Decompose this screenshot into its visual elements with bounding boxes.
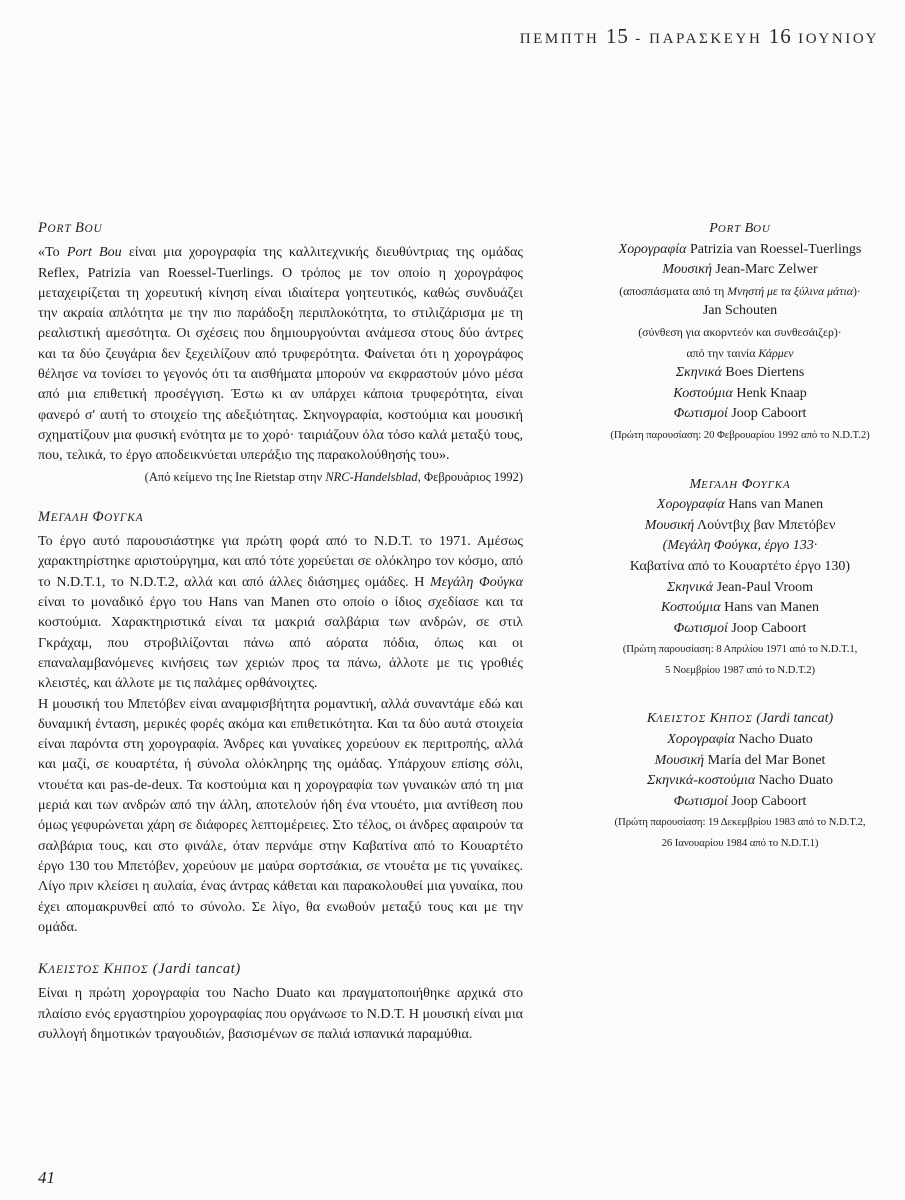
credit-value: Nacho Duato xyxy=(758,773,833,789)
heading-rest-2: ΗΠΟΣ xyxy=(719,713,753,726)
credit-label: Μουσική xyxy=(662,262,712,278)
credit-lights xyxy=(600,404,880,425)
port-bou-paragraph xyxy=(38,242,523,465)
heading-rest: ORT xyxy=(47,223,76,235)
credit-label: Σκηνικά xyxy=(666,579,714,595)
credit-music-note-3 xyxy=(600,343,880,364)
heading-rest: ΕΓΑΛΗ xyxy=(701,478,742,491)
source-text: (Από κείμενο της Ine Rietstap στην xyxy=(144,469,326,484)
credit-value: Λούντβιχ βαν Μπετόβεν xyxy=(696,517,836,533)
credit-costumes xyxy=(600,384,880,405)
heading-suffix: (Jardi tancat) xyxy=(752,711,834,727)
megali-fougka-paragraph-2: Η μουσική του Μπετόβεν είναι αναμφισβήτητα ρομαντική, αλλά συναντάμε εδώ και δυναμική ένταση, μερικές φορές ακόμα και επιθετικότητα. Και τα δύο αυτά στοιχεία είναι παρόντα στη χορογραφία. Άνδρες και γυναίκες χορεύουν εκ περιτροπής, αλλά και μαζί, σε κουαρτέτα, ή σύνολα ολόκληρης της ομάδας. Υπάρχουν επίσης σόλι, ντουέτα και pas-de-deux. Τα κοστούμια και η χορογραφία των γυναικών από τη μια μεριά και των ανδρών από την άλλη, αποτελούν ήδη ένα ντουέτο, μια αντίθεση που όμως γεφυρώνεται χάρη σε διάφορες λεπτομέρειες. Στο τέλος, οι άνδρες αφαιρούν τα σαλβάρια τους, και στο φινάλε, όταν περνάμε στην Καβατίνα από το Κουαρτέτο έργο 130 του Μπετόβεν, χορεύουν με μαύρα σορτσάκια, σε ντουέτα με τις γυναίκες. Λίγο πριν κλείσει η αυλαία, ένας άντρας κάθεται και παρακολουθεί μια γυναίκα, που έχει απομακρυνθεί από το σύνολο. Σε λίγο, θα ενωθούν μεταξύ τους και με την ομάδα. xyxy=(38,695,523,935)
heading-rest-2: OU xyxy=(753,223,771,235)
credit-music xyxy=(600,751,880,772)
heading-initial-2: Κ xyxy=(709,711,720,727)
credit-label: Σκηνικά-κοστούμια xyxy=(647,773,756,789)
heading-initial-2: B xyxy=(744,221,754,236)
note-italic: Μνηστή με τα ξύλινα μάτια xyxy=(727,283,853,298)
credit-value: Henk Knaap xyxy=(736,385,807,401)
note-text: από την ταινία xyxy=(686,345,759,360)
credit-premiere: (Πρώτη παρουσίαση: 8 Απριλίου 1971 από το N.D.T.1, xyxy=(622,643,858,656)
credit-music-2: Jan Schouten xyxy=(702,303,778,319)
credit-value: Jean-Paul Vroom xyxy=(716,579,814,595)
para-text: «Το xyxy=(38,244,67,261)
credit-value: Boes Diertens xyxy=(725,365,805,381)
para-text: είναι το μοναδικό έργο του Hans van Manen στο οποίο ο ίδιος σχεδίασε και τα κοστούμια. Χαρακτηριστικά είναι τα μακριά σαλβάρια των ανδρών, σε στιλ Γκράχαμ, που στροβιλίζονται πάνω από αόρατα πόδια, όπως και οι επαναλαμβανόμενες κινήσεις των χεριών προς τα πάνω, άλλοτε με τις γροθιές κλειστές, και άλλοτε με τις παλάμες ορθάνοιχτες. xyxy=(38,594,523,692)
credit-lights xyxy=(600,792,880,813)
credit-label: Χορογραφία xyxy=(618,241,687,257)
credits-kleistos-kipos-title xyxy=(600,709,880,730)
para-italic: Μεγάλη Φούγκα xyxy=(430,573,523,590)
credit-label: Χορογραφία xyxy=(656,497,725,513)
note-italic: Κάρμεν xyxy=(758,345,794,360)
running-header xyxy=(520,24,879,49)
header-month: ΙΟΥΝΙΟΥ xyxy=(798,31,879,47)
heading-initial: Μ xyxy=(689,476,702,492)
credits-port-bou-title xyxy=(600,219,880,240)
credit-sets-costumes xyxy=(600,771,880,792)
credit-label: Φωτισμοί xyxy=(673,793,728,809)
heading-rest-2: OU xyxy=(84,223,103,235)
credit-premiere-2: 5 Νοεμβρίου 1987 από το N.D.T.2) xyxy=(664,663,816,676)
credit-choreography xyxy=(600,495,880,516)
credit-label: Φωτισμοί xyxy=(673,620,728,636)
credit-label: Μουσική xyxy=(654,752,705,768)
credit-music xyxy=(600,260,880,281)
source-text: , Φεβρουάριος 1992) xyxy=(417,469,523,484)
heading-initial: P xyxy=(38,220,48,236)
credit-sets xyxy=(600,578,880,599)
credit-costumes xyxy=(600,598,880,619)
header-day1: 15 xyxy=(605,24,629,48)
heading-initial-2: Φ xyxy=(92,508,105,525)
credit-label: Χορογραφία xyxy=(667,732,736,748)
port-bou-heading xyxy=(38,218,523,239)
heading-initial: P xyxy=(709,221,718,236)
credit-music-note-2: Καβατίνα από το Κουαρτέτο έργο 130) xyxy=(629,558,851,574)
credit-value: Joop Caboort xyxy=(731,406,807,422)
note-text: )· xyxy=(852,283,861,298)
credit-value: Jean-Marc Zelwer xyxy=(715,262,818,278)
para-text: Το έργο αυτό παρουσιάστηκε για πρώτη φορά από το N.D.T. το 1971. Αμέσως χαρακτηρίστηκε αριστούργημα, και από τότε χορεύεται σε ολόκληρο τον κόσμο, από το N.D.T.1, το N.D.T.2, αλλά και από άλλες διάσημες ομάδες. Η xyxy=(38,533,523,590)
heading-initial-2: Κ xyxy=(103,961,114,978)
heading-initial-2: B xyxy=(75,220,85,236)
credit-premiere-2: 26 Ιανουαρίου 1984 από το N.D.T.1) xyxy=(661,837,819,850)
heading-rest: ORT xyxy=(717,223,745,235)
left-column xyxy=(38,218,523,1044)
credit-label: Κοστούμια xyxy=(673,385,733,401)
header-prefix: ΠΕΜΠΤΗ xyxy=(519,31,600,47)
note-text: (αποσπάσματα από τη xyxy=(619,283,728,298)
heading-rest: ΛΕΙΣΤΟΣ xyxy=(48,964,104,977)
right-column-credits xyxy=(600,219,880,854)
para-italic: Port Bou xyxy=(66,244,122,261)
port-bou-source xyxy=(38,467,523,487)
credit-value: Hans van Manen xyxy=(728,497,824,513)
credit-lights xyxy=(600,619,880,640)
header-day2: 16 xyxy=(768,24,792,48)
credit-music-note xyxy=(600,281,880,302)
credit-value: Joop Caboort xyxy=(731,620,807,636)
credit-music-note: (Μεγάλη Φούγκα, έργο 133· xyxy=(662,538,818,554)
credit-value: Hans van Manen xyxy=(724,600,819,616)
heading-initial-2: Φ xyxy=(741,476,753,492)
header-middle: - ΠΑΡΑΣΚΕΥΗ xyxy=(635,31,763,47)
credit-label: Κοστούμια xyxy=(661,600,721,616)
megali-fougka-paragraph-1 xyxy=(38,531,523,693)
para-text: είναι μια χορογραφία της καλλιτεχνικής διευθύντριας της ομάδας Reflex, Patrizia van Roessel-Tuerlings. Ο τρόπος με τον οποίο η χορογράφος μεταχειρίζεται τη χορευτική κίνηση είναι ιδιαίτερα γοητευτικός, καθώς συνδυάζει την ακραία απλότητα με την πιο παράδοξη περιπλοκότητα, το στιλιζάρισμα με τη ρεαλιστική αμεσότητα. Οι σχέσεις που δημιουργούνται ανάμεσα στους δύο άντρες και τα δύο ζευγάρια δεν ξεχειλίζουν από τρυφερότητα. Φαίνεται ότι η χορογράφος θέλησε να τονίσει το γεγονός ότι τα αισθήματα μπορούν να εκφραστούν μόνο μέσα από μια επιθετική προσέγγιση. Έστω κι αν υπάρχει κάποια τρυφερότητα, είναι φανερό σ' αυτή το στοιχείο της αδεξιότητας. Σκηνογραφία, κοστούμια και μουσική σχηματίζουν μια φυσική ενότητα με το χορό· ταιριάζουν όλα τόσο καλά μεταξύ τους, που, τελικά, το έργο αποδεικνύεται υπεράξιο της παρακολούθησής του». xyxy=(38,244,523,464)
credit-premiere: (Πρώτη παρουσίαση: 20 Φεβρουαρίου 1992 από το N.D.T.2) xyxy=(610,428,870,441)
heading-rest: ΛΕΙΣΤΟΣ xyxy=(656,713,710,726)
kleistos-kipos-heading xyxy=(38,959,523,980)
credit-label: Σκηνικά xyxy=(675,365,722,381)
credit-value: Joop Caboort xyxy=(731,793,807,809)
heading-rest-2: ΗΠΟΣ xyxy=(113,964,149,977)
credit-music-note-2: (σύνθεση για ακορντεόν και συνθεσάιζερ)· xyxy=(638,324,842,339)
credit-choreography xyxy=(600,240,880,261)
heading-rest: ΕΓΑΛΗ xyxy=(50,511,93,524)
credit-music xyxy=(600,516,880,537)
credit-label: Μουσική xyxy=(644,517,695,533)
source-italic: NRC-Handelsblad xyxy=(325,469,418,484)
credit-label: Φωτισμοί xyxy=(673,406,728,422)
heading-rest-2: ΟΥΓΚΑ xyxy=(104,511,144,524)
credits-megali-fougka-title xyxy=(600,475,880,496)
heading-initial: Κ xyxy=(38,961,49,978)
credit-sets xyxy=(600,363,880,384)
heading-initial: Κ xyxy=(646,711,657,727)
heading-rest-2: ΟΥΓΚΑ xyxy=(752,478,791,491)
credit-premiere: (Πρώτη παρουσίαση: 19 Δεκεμβρίου 1983 από το N.D.T.2, xyxy=(614,816,866,829)
credit-value: Patrizia van Roessel-Tuerlings xyxy=(689,241,862,257)
kleistos-kipos-paragraph: Είναι η πρώτη χορογραφία του Nacho Duato και πραγματοποιήθηκε αρχικά στο πλαίσιο ενός εργαστηρίου χορογραφίας που οργάνωσε το N.D.T. Η μουσική είναι μια συλλογή δημοτικών τραγουδιών, βασισμένων σε παλιά ισπανικά παραμύθια. xyxy=(38,985,523,1042)
credit-value: María del Mar Bonet xyxy=(707,752,826,768)
heading-initial: Μ xyxy=(38,508,51,525)
megali-fougka-heading xyxy=(38,507,523,528)
page-number: 41 xyxy=(38,1168,55,1187)
heading-suffix: (Jardi tancat) xyxy=(148,961,241,978)
credit-choreography xyxy=(600,730,880,751)
credit-value: Nacho Duato xyxy=(738,732,813,748)
